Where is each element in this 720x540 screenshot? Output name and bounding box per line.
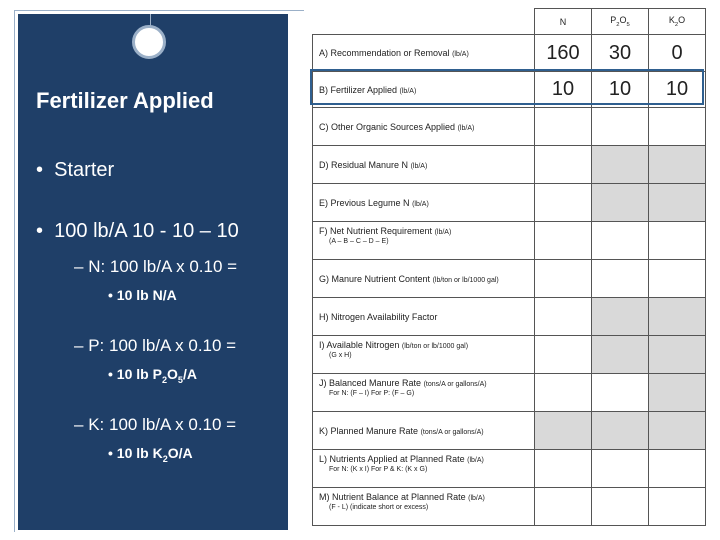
- cell-f-p: [592, 222, 649, 260]
- cell-h-k: [649, 298, 706, 336]
- row-unit: (lb/ton or lb/1000 gal): [432, 276, 499, 284]
- n-result: [108, 287, 177, 303]
- cell-d-p: [592, 146, 649, 184]
- row-unit: (lb/A): [457, 124, 475, 132]
- cell-b-p: 10: [592, 72, 649, 108]
- bullet-dot: •: [108, 287, 113, 303]
- row-label-text: A) Recommendation or Removal: [319, 48, 450, 58]
- cell-d-k: [649, 146, 706, 184]
- row-label-k: [313, 412, 535, 450]
- row-note: For N: (K x I) For P & K: (K x G): [329, 466, 428, 473]
- table-row: [313, 146, 706, 184]
- row-label-c: [313, 108, 535, 146]
- row-unit: (tons/A or gallons/A): [423, 381, 487, 388]
- row-label-text: C) Other Organic Sources Applied: [319, 121, 456, 132]
- cell-h-p: [592, 298, 649, 336]
- fertilizer-row-highlight: [310, 69, 704, 105]
- header-n: [535, 9, 592, 35]
- cell-g-p: [592, 260, 649, 298]
- p-result-text: 10 lb P: [116, 366, 162, 382]
- table-row: [313, 35, 706, 72]
- cell-g-n: [535, 260, 592, 298]
- dash: –: [74, 336, 84, 355]
- cell-k-n: [535, 412, 592, 450]
- cell-k-p: [592, 412, 649, 450]
- header-row: [313, 9, 706, 35]
- cell-b-k: 10: [649, 72, 706, 108]
- p-calc-line: [74, 336, 236, 356]
- k-sub: 2: [162, 453, 168, 464]
- k-result-text: 10 lb K: [116, 445, 163, 461]
- row-unit: (lb/ton or lb/1000 gal): [401, 343, 469, 350]
- n-calc-line: [74, 257, 237, 277]
- bullet-dot: •: [108, 366, 113, 382]
- cell-j-n: [535, 374, 592, 412]
- header-sub: 5: [626, 21, 630, 28]
- row-label-m: [313, 488, 535, 526]
- dash: –: [74, 257, 84, 276]
- cell-e-p: [592, 184, 649, 222]
- row-label-e: [313, 184, 535, 222]
- cell-i-p: [592, 336, 649, 374]
- cell-a-p: 30: [592, 35, 649, 72]
- row-unit: (tons/A or gallons/A): [420, 428, 484, 436]
- p-result-o: O: [167, 366, 178, 382]
- header-sub: 2: [674, 21, 679, 28]
- header-k-text: K: [668, 15, 675, 26]
- cell-i-k: [649, 336, 706, 374]
- table-row: [313, 412, 706, 450]
- slide-title: Fertilizer Applied: [36, 88, 214, 113]
- row-label-j: [313, 374, 535, 412]
- decorative-circle: [132, 25, 166, 59]
- cell-b-n: 10: [535, 72, 592, 108]
- row-note: (A – B – C – D – E): [329, 238, 389, 245]
- row-label-text: L) Nutrients Applied at Planned Rate: [319, 454, 465, 464]
- header-p-text: P: [610, 15, 617, 26]
- bullet-rate: [36, 220, 239, 243]
- row-label-text: D) Residual Manure N: [319, 159, 409, 170]
- cell-i-n: [535, 336, 592, 374]
- table-row: [313, 488, 706, 526]
- k-calc-line: [74, 415, 236, 435]
- row-note: (G x H): [329, 352, 352, 359]
- cell-f-k: [649, 222, 706, 260]
- bullet-dot: •: [36, 159, 44, 181]
- cell-c-n: [535, 108, 592, 146]
- cell-k-k: [649, 412, 706, 450]
- row-label-text: B) Fertilizer Applied: [319, 84, 398, 95]
- row-label-text: K) Planned Manure Rate: [319, 425, 419, 436]
- row-unit: (lb/A): [410, 162, 428, 170]
- cell-a-k: 0: [649, 35, 706, 72]
- row-label-a: [313, 35, 535, 72]
- table-row: [313, 336, 706, 374]
- p-sub: 5: [177, 374, 183, 385]
- panel-gap: [288, 14, 312, 534]
- cell-a-n: 160: [535, 35, 592, 72]
- cell-g-k: [649, 260, 706, 298]
- bullet-dot: •: [108, 445, 113, 461]
- header-p2o5: [592, 9, 649, 35]
- row-label-f: [313, 222, 535, 260]
- k-result: [108, 445, 193, 464]
- bullet-starter: [36, 159, 114, 182]
- table-row: [313, 184, 706, 222]
- header-blank: [313, 9, 535, 35]
- cell-e-n: [535, 184, 592, 222]
- header-n-text: N: [559, 16, 567, 27]
- n-result-text: 10 lb N/A: [116, 287, 177, 303]
- row-unit: (lb/A): [399, 87, 417, 95]
- row-label-text: J) Balanced Manure Rate: [319, 378, 422, 388]
- p-sub: 2: [161, 374, 167, 385]
- header-k2o: [649, 9, 706, 35]
- header-o-text: O: [678, 15, 686, 26]
- cell-h-n: [535, 298, 592, 336]
- row-label-text: I) Available Nitrogen: [319, 340, 400, 350]
- table-row: [313, 260, 706, 298]
- bullet-dot: •: [36, 220, 44, 242]
- k-result-unit: O/A: [167, 445, 193, 461]
- row-label-d: [313, 146, 535, 184]
- row-label-g: [313, 260, 535, 298]
- p-result-unit: /A: [182, 366, 197, 382]
- table-row: [313, 108, 706, 146]
- row-unit: (lb/A): [468, 495, 485, 502]
- row-unit: (lb/A): [412, 200, 429, 208]
- p-result: [108, 366, 197, 385]
- cell-c-k: [649, 108, 706, 146]
- cell-e-k: [649, 184, 706, 222]
- frame-top-line: [14, 10, 304, 11]
- row-note: For N: (F – I) For P: (F – G): [329, 390, 415, 397]
- row-label-h: [313, 298, 535, 336]
- n-calc-text: N: 100 lb/A x 0.10 =: [88, 257, 238, 276]
- row-note: (F - L) (indicate short or excess): [329, 504, 429, 511]
- header-sub: 2: [616, 21, 620, 28]
- cell-l-p: [592, 450, 649, 488]
- row-label-text: G) Manure Nutrient Content: [319, 273, 431, 284]
- row-label-l: [313, 450, 535, 488]
- bullet-text: 100 lb/A 10 - 10 – 10: [54, 220, 239, 242]
- bullet-text: Starter: [54, 159, 115, 181]
- frame-left-line: [14, 10, 15, 532]
- row-unit: (lb/A): [434, 229, 452, 236]
- p-calc-text: P: 100 lb/A x 0.10 =: [88, 336, 237, 355]
- cell-l-n: [535, 450, 592, 488]
- table-row: [313, 450, 706, 488]
- k-calc-text: K: 100 lb/A x 0.10 =: [88, 415, 237, 434]
- cell-m-n: [535, 488, 592, 526]
- cell-m-k: [649, 488, 706, 526]
- header-o-text: O: [619, 15, 627, 26]
- table-row: [313, 298, 706, 336]
- cell-f-n: [535, 222, 592, 260]
- cell-l-k: [649, 450, 706, 488]
- row-unit: (lb/A): [452, 51, 469, 58]
- cell-j-k: [649, 374, 706, 412]
- row-label-i: [313, 336, 535, 374]
- cell-j-p: [592, 374, 649, 412]
- table-row: [313, 222, 706, 260]
- row-label-text: F) Net Nutrient Requirement: [319, 226, 433, 236]
- row-label-text: H) Nitrogen Availability Factor: [319, 311, 438, 322]
- cell-m-p: [592, 488, 649, 526]
- row-unit: (lb/A): [467, 457, 484, 464]
- dash: –: [74, 415, 84, 434]
- row-label-text: E) Previous Legume N: [319, 197, 410, 208]
- cell-d-n: [535, 146, 592, 184]
- row-label-text: M) Nutrient Balance at Planned Rate: [319, 492, 466, 502]
- cell-c-p: [592, 108, 649, 146]
- table-row: [313, 374, 706, 412]
